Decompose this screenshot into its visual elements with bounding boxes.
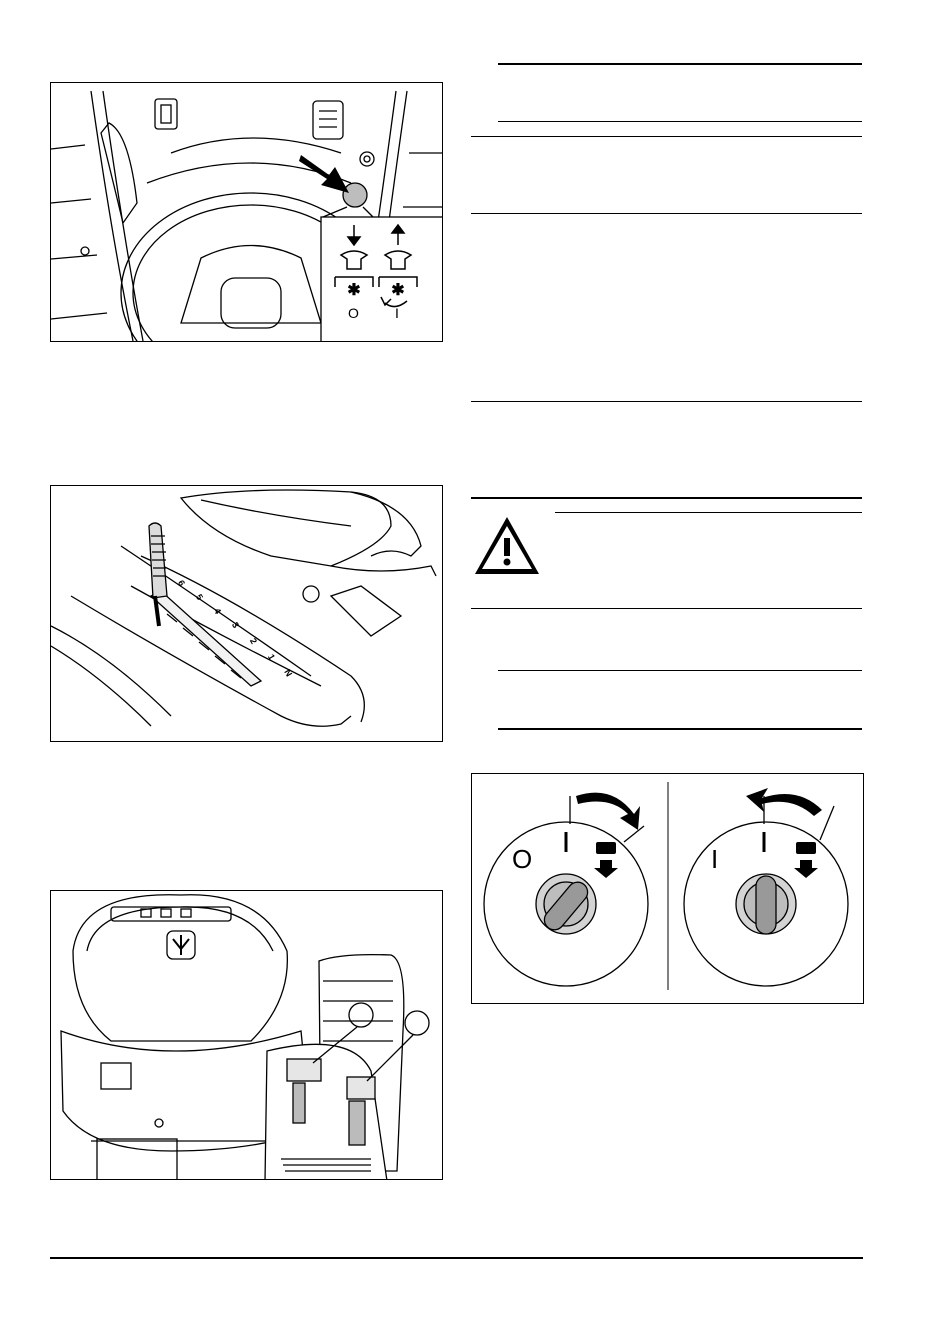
snowflake-icon: ✱ (347, 282, 361, 299)
choke-off-symbol: O (348, 305, 359, 321)
table-rule (498, 728, 862, 730)
figure-ignition-key (471, 773, 864, 1004)
husqvarna-crown-icon (167, 931, 195, 959)
warning-rule (555, 512, 862, 513)
warning-triangle-icon (472, 514, 542, 578)
ignition-key-illustration (472, 774, 864, 1004)
gear-label-3: 3 (229, 620, 242, 630)
gear-label-2: 2 (247, 636, 260, 646)
gear-label-6: 6 (175, 578, 188, 588)
table-rule (471, 401, 862, 402)
figure-pedals (50, 890, 443, 1180)
gear-label-5: 5 (193, 592, 206, 602)
gear-lever-illustration (51, 486, 443, 742)
table-rule (498, 670, 862, 671)
figure-gear-lever (50, 485, 443, 742)
rotate-counterclockwise-arrow-icon (746, 788, 822, 816)
ignition-on-symbol: I (711, 844, 719, 874)
choke-illustration (51, 83, 443, 342)
table-rule (498, 121, 862, 122)
pedals-illustration (51, 891, 443, 1180)
table-rule (471, 213, 862, 214)
choke-on-symbol: I (395, 305, 399, 321)
gear-label-1: 1 (265, 652, 278, 662)
gear-label-n: N (282, 667, 295, 679)
table-rule (471, 136, 862, 137)
warning-rule (471, 497, 862, 499)
ignition-off-symbol: O (512, 844, 533, 874)
figure-choke-control (50, 82, 443, 342)
gear-label-4: 4 (211, 606, 224, 616)
footer-rule (50, 1257, 863, 1259)
snowflake-icon: ✱ (391, 282, 405, 299)
warning-rule (471, 608, 862, 609)
table-rule (498, 63, 862, 65)
